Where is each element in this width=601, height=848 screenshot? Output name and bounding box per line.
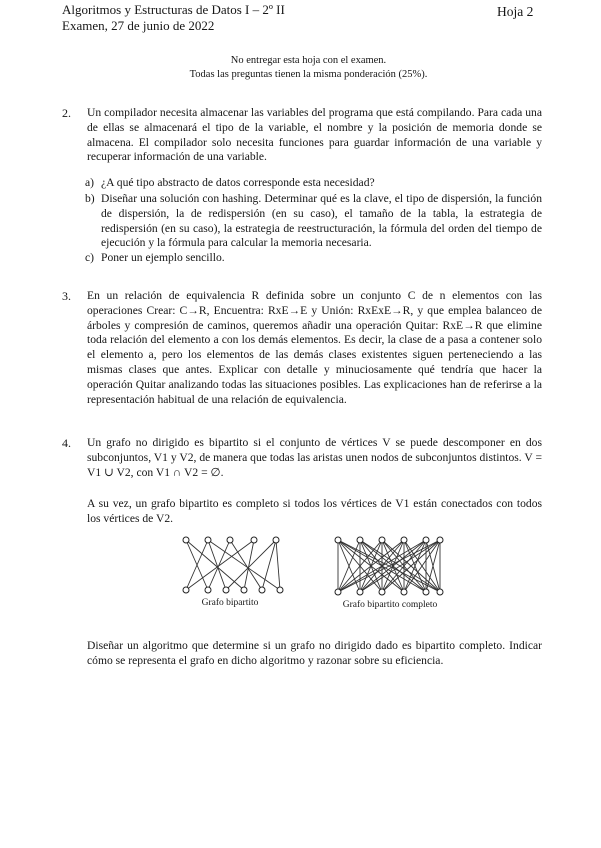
graph-node <box>379 537 385 543</box>
question-2-item-b <box>85 192 542 251</box>
question-3-number: 3. <box>62 289 71 303</box>
graph-node <box>423 537 429 543</box>
item-text: ¿A qué tipo abstracto de datos corresponde esta necesidad? <box>101 176 375 189</box>
graph-node <box>437 537 443 543</box>
figure-2-caption: Grafo bipartito completo <box>342 600 438 610</box>
graph-edges <box>338 540 440 592</box>
question-2-intro: Un compilador necesita almacenar las variables del programa que está compilando. Para cada una de ellas se almacenará el tipo de la variable, el nombre y la posición de memoria donde se almacena. El compilador solo necesita funciones para guardar información de una variable y recuperar información de una variable. <box>87 106 542 164</box>
note-weighting: Todas las preguntas tienen la misma ponderación (25%). <box>189 69 428 80</box>
graph-node <box>437 589 443 595</box>
question-3-text: En un relación de equivalencia R definida sobre un conjunto C de n elementos con las operaciones Crear: C→R, Encuentra: RxE→E y Unión: RxExE→R, y que emplea balanceo de árboles y compresión de caminos, queremos añadir una operación Quitar: RxE→R que elimine toda relación del elemento a con los demás elementos. Es decir, la clase de a pasa a contener solo el elemento a, pero los elementos de las demás clases existentes siguen perteneciendo a las mismas clases que antes. Explicar con detalle y minuciosamente qué tendría que hacer la operación Quitar analizando todas las situaciones posibles. Las explicaciones han de referirse a la representación habitual de una relación de equivalencia. <box>87 289 542 406</box>
item-label: b) <box>85 192 95 205</box>
item-label: c) <box>85 251 95 264</box>
course-title: Algoritmos y Estructuras de Datos I – 2º II <box>62 2 285 17</box>
note-no-submit: No entregar esta hoja con el examen. <box>230 55 387 66</box>
graph-node <box>335 537 341 543</box>
question-2-number: 2. <box>62 106 71 120</box>
figure-1-caption: Grafo bipartito <box>201 598 259 608</box>
question-4-intro: Un grafo no dirigido es bipartito si el conjunto de vértices V se puede descomponer en dos subconjuntos, V1 y V2, de manera que todas las aristas unen nodos de subconjuntos distintos. V = V1 ∪ V2, con V1 ∩ V2 = ∅. <box>87 436 542 479</box>
question-4-complete-definition: A su vez, un grafo bipartito es completo si todos los vértices de V1 están conectados con todos los vértices de V2. <box>87 497 542 525</box>
graph-node <box>357 589 363 595</box>
exam-date: Examen, 27 de junio de 2022 <box>62 18 215 33</box>
graph-node <box>379 589 385 595</box>
graph-node <box>357 537 363 543</box>
question-4-number: 4. <box>62 436 71 450</box>
graph-node <box>401 537 407 543</box>
graph-node <box>423 589 429 595</box>
bipartite-graph-figure <box>178 534 290 598</box>
complete-bipartite-graph-figure <box>330 534 448 600</box>
graph-node <box>401 589 407 595</box>
item-text: Poner un ejemplo sencillo. <box>101 251 225 264</box>
item-label: a) <box>85 176 95 189</box>
item-text: Diseñar una solución con hashing. Determinar qué es la clave, el tipo de dispersión, la función de dispersión, la de redispersión (en su caso), el tamaño de la tabla, la estrategia de redispersión (en su caso), la estrategia de reestructuración, la fórmula del orden del tiempo de ejecución y la fórmula para calcular la memoria necesaria. <box>101 192 542 250</box>
sheet-number: Hoja 2 <box>497 4 534 19</box>
graph-node <box>335 589 341 595</box>
question-4-task: Diseñar un algoritmo que determine si un grafo no dirigido dado es bipartito completo. Indicar cómo se representa el grafo en dicho algoritmo y razonar sobre su eficiencia. <box>87 639 542 667</box>
question-2-item-a <box>85 176 542 191</box>
graph-edges <box>186 540 280 590</box>
question-2-item-c <box>85 251 542 266</box>
